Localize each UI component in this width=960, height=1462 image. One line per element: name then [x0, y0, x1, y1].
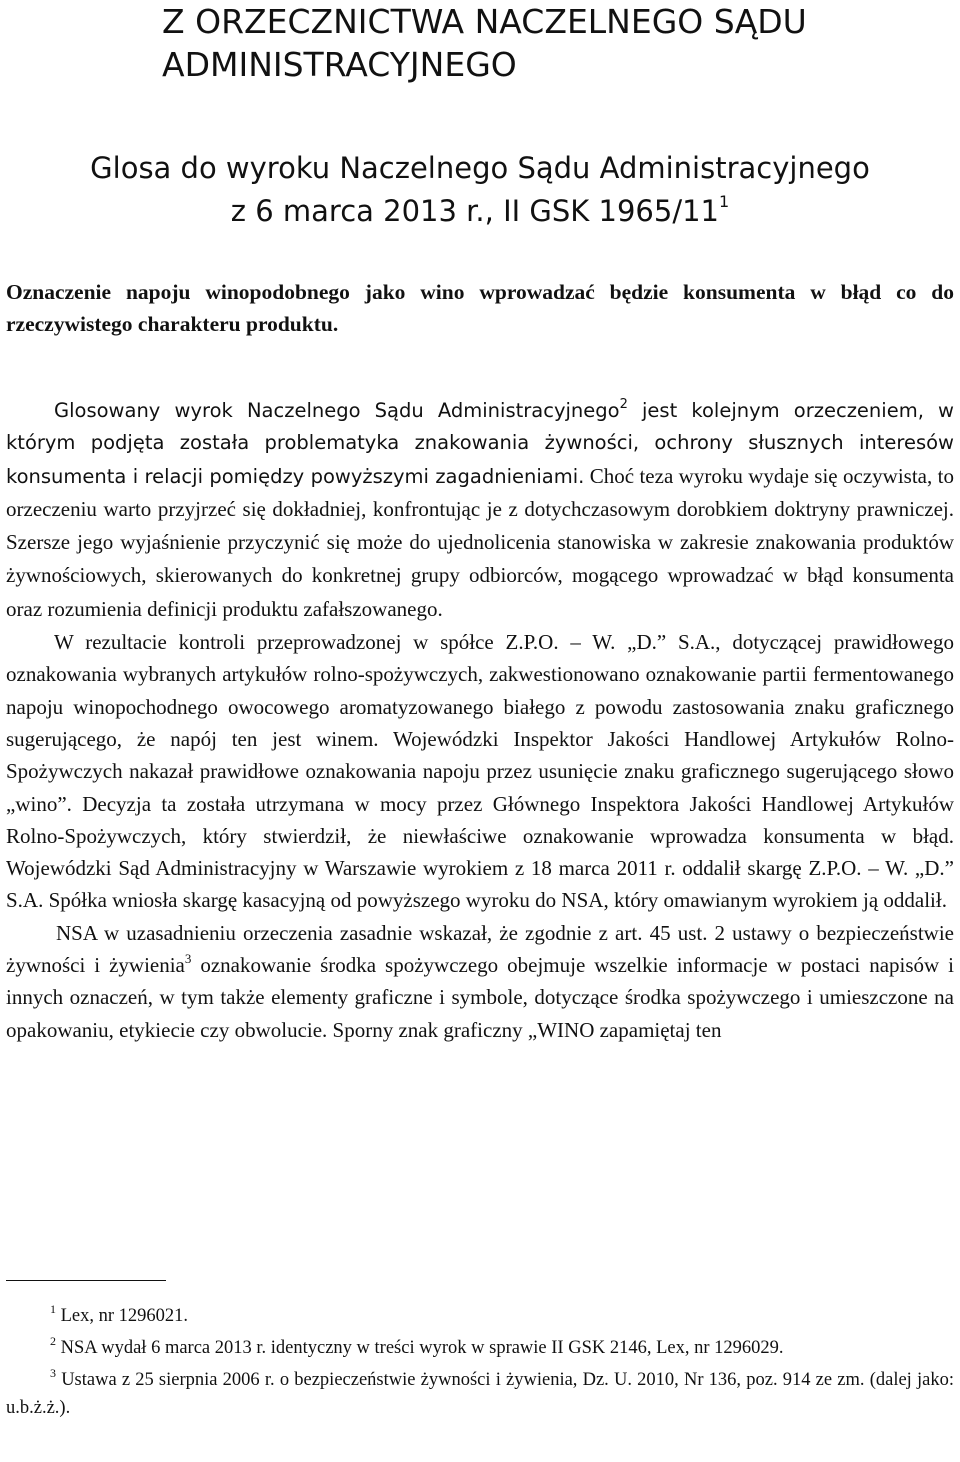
footnote-text-3: Ustawa z 25 sierpnia 2006 r. o bezpieczeństwie żywności i żywienia, Dz. U. 2010, Nr 136, poz. 914 ze zm. (dalej jako: u.b.ż.ż.).	[6, 1370, 954, 1418]
body-text	[6, 395, 954, 1046]
glosa-title	[0, 147, 960, 233]
glosa-title-line1: Glosa do wyroku Naczelnego Sądu Administracyjnego	[90, 151, 870, 185]
footnote-3	[6, 1366, 954, 1422]
section-title-line2: ADMINISTRACYJNEGO	[162, 45, 517, 84]
footnote-text-2: NSA wydał 6 marca 2013 r. identyczny w treści wyrok w sprawie II GSK 2146, Lex, nr 1296029.	[60, 1338, 784, 1358]
footnote-mark-1: 1	[50, 1302, 56, 1316]
footnote-text-1: Lex, nr 1296021.	[60, 1306, 189, 1326]
body-paragraph-1-start: Glosowany wyrok Naczelnego Sądu Administracyjnego	[54, 399, 620, 422]
body-paragraph-1-serif: Choć teza wyroku wydaje się oczywista, to orzeczeniu warto przyjrzeć się dokładniej, konfrontując je z dotychczasowym dorobkiem doktryny prawniczej. Szersze jego wyjaśnienie przyczynić się może do ujednolicenia stanowiska w zakresie znakowania produktów żywnościowych, skierowanych do konkretnej grupy odbiorców, mogącego wprowadzać w błąd konsumenta oraz rozumienia definicji produktu zafałszowanego.	[6, 463, 954, 621]
body-paragraph-2: W rezultacie kontroli przeprowadzonej w spółce Z.P.O. – W. „D.” S.A., dotyczącej prawidłowego oznakowania wybranych artykułów rolno-spożywczych, zakwestionowano oznakowanie partii fermentowanego napoju winopochodnego owocowego aromatyzowanego białego z powodu zastosowania znaku graficznego sugerującego, że napój ten jest winem. Wojewódzki Inspektor Jakości Handlowej Artykułów Rolno-Spożywczych nakazał prawidłowe oznakowania napoju przez usunięcie znaku graficznego sugerującego słowo „wino”. Decyzja ta została utrzymana w mocy przez Głównego Inspektora Jakości Handlowej Artykułów Rolno-Spożywczych, który stwierdził, że niewłaściwe oznakowanie wprowadza konsumenta w błąd. Wojewódzki Sąd Administracyjny w Warszawie wyrokiem z 18 marca 2011 r. oddalił skargę Z.P.O. – W. „D.” S.A. Spółka wniosła skargę kasacyjną od powyższego wyroku do NSA, który omawianym wyrokiem ją oddalił.	[6, 630, 954, 913]
body-paragraph-3-end: oznakowanie środka spożywczego obejmuje wszelkie informacje w postaci napisów i innych oznaczeń, w tym także elementy graficzne i symbole, dotyczące środka spożywczego i umieszczone na opakowaniu, etykiecie czy obwolucie. Sporny znak graficzny „WINO zapamiętaj ten	[6, 953, 954, 1042]
body-paragraph-3-start: NSA w uzasadnieniu orzeczenia zasadnie wskazał, że zgodnie z art. 45 ust. 2 ustawy o bezpieczeństwie żywności i żywienia	[6, 920, 954, 978]
footnote-ref-2[interactable]: 2	[619, 397, 628, 412]
footnote-2	[6, 1334, 954, 1362]
thesis: Oznaczenie napoju winopodobnego jako wino wprowadzać będzie konsumenta w błąd co do rzeczywistego charakteru produktu.	[6, 280, 954, 336]
footnote-mark-3: 3	[50, 1366, 56, 1380]
footnote-ref-1[interactable]: 1	[719, 192, 730, 211]
footnotes	[6, 1302, 954, 1426]
footnote-mark-2: 2	[50, 1334, 56, 1348]
glosa-title-line2: z 6 marca 2013 r., II GSK 1965/11	[230, 194, 719, 228]
body-paragraph-1-sans: jest kolejnym orzeczeniem, w którym podjęta została problematyka znakowania żywności, ochrony słusznych interesów konsumenta i relacji pomiędzy powyższymi zagadnieniami.	[6, 399, 954, 488]
footnote-divider	[6, 1280, 166, 1281]
body-paragraph-3	[6, 917, 954, 1046]
footnote-ref-3[interactable]: 3	[184, 951, 192, 967]
section-title	[162, 0, 922, 86]
footnote-1	[6, 1302, 954, 1330]
section-title-line1: Z ORZECZNICTWA NACZELNEGO SĄDU	[162, 2, 807, 41]
body-paragraph-1	[6, 395, 954, 626]
